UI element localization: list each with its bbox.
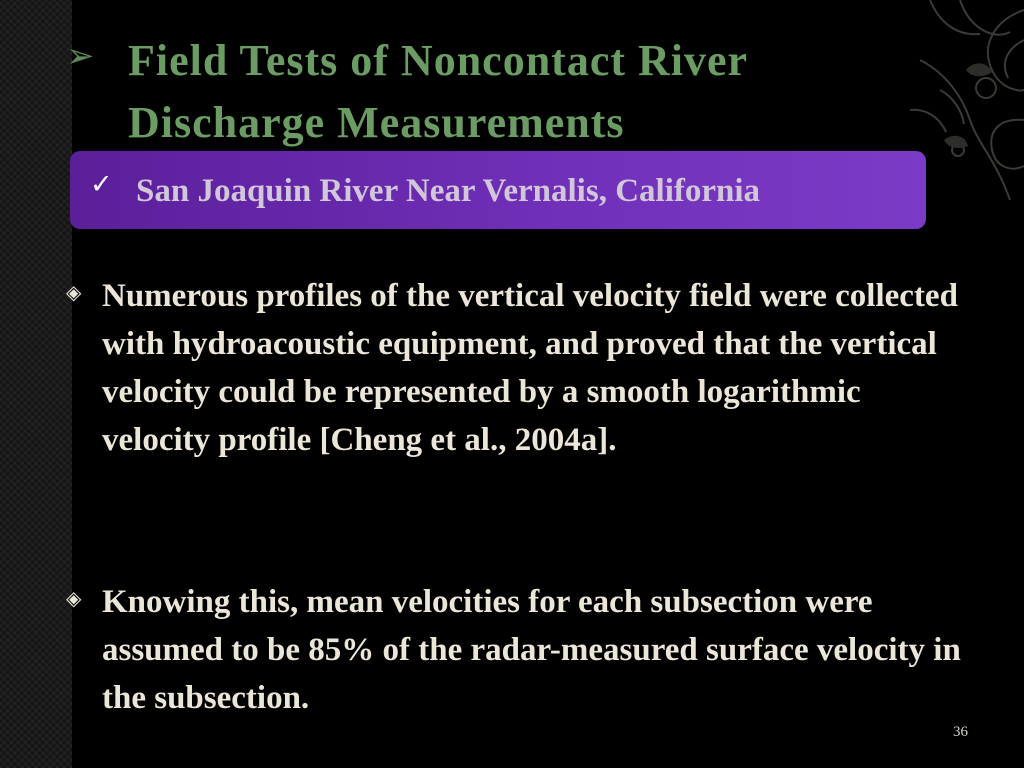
diamond-bullet-icon: ◈ bbox=[66, 280, 82, 304]
arrow-bullet-icon: ➢ bbox=[66, 36, 95, 76]
subtitle-banner bbox=[70, 151, 926, 229]
subtitle-text: San Joaquin River Near Vernalis, California bbox=[136, 173, 761, 209]
decorative-left-band bbox=[0, 0, 72, 768]
page-number: 36 bbox=[953, 724, 968, 740]
checkmark-icon: ✓ bbox=[90, 169, 113, 200]
bullet-text: Numerous profiles of the vertical velocity field were collected with hydroacoustic equipment, and proved that the vertical velocity could be represented by a smooth logarithmic velocity profile [Cheng et al., 2004a]. bbox=[102, 278, 958, 458]
title-text: Field Tests of Noncontact River Discharge Measurements bbox=[128, 36, 748, 147]
diamond-bullet-icon: ◈ bbox=[66, 586, 82, 610]
bullet-text: Knowing this, mean velocities for each subsection were assumed to be 85% of the radar-measured surface velocity in the subsection. bbox=[102, 584, 961, 716]
